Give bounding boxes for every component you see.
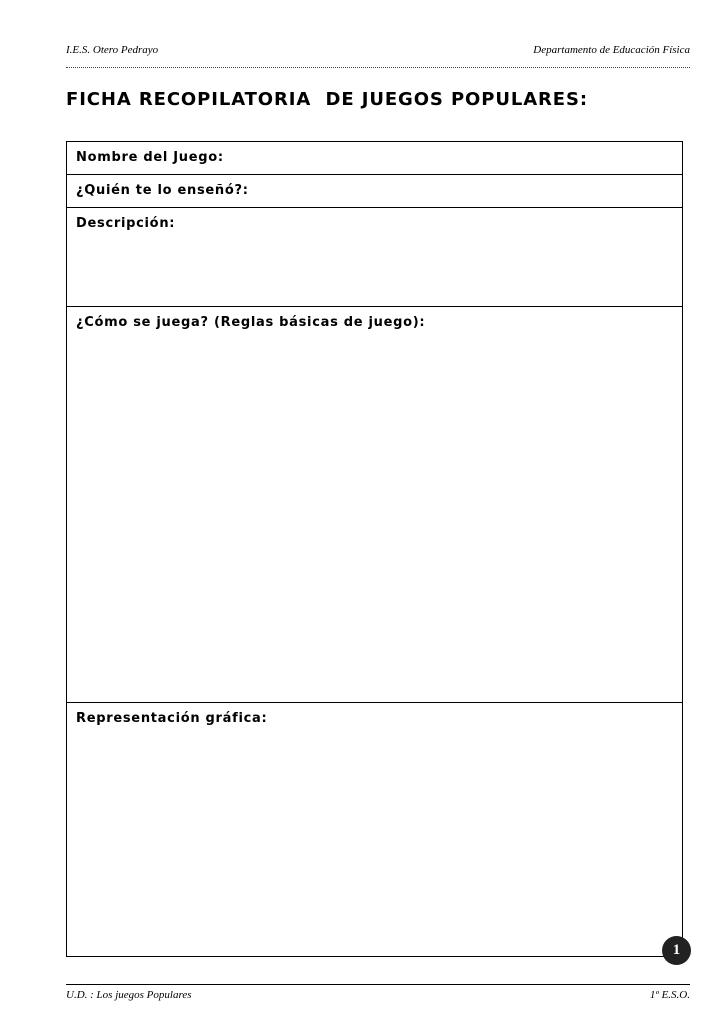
- form-table: [66, 141, 683, 957]
- header-divider: [66, 67, 690, 68]
- header-school: I.E.S. Otero Pedrayo: [66, 44, 159, 56]
- field-description[interactable]: [67, 208, 682, 307]
- footer-course: 1º E.S.O.: [649, 989, 690, 1001]
- field-label: Nombre del Juego:: [76, 150, 224, 165]
- field-label: ¿Cómo se juega? (Reglas básicas de juego):: [76, 315, 426, 330]
- footer-divider: [66, 984, 690, 985]
- field-game-name[interactable]: [67, 142, 682, 175]
- field-rules[interactable]: [67, 307, 682, 703]
- header-department: Departamento de Educación Física: [533, 44, 690, 56]
- field-label: ¿Quién te lo enseñó?:: [76, 183, 249, 198]
- field-graphic-representation[interactable]: [67, 703, 682, 958]
- page-title: FICHA RECOPILATORIA DE JUEGOS POPULARES:: [66, 89, 588, 110]
- field-label: Descripción:: [76, 216, 176, 231]
- field-taught-by[interactable]: [67, 175, 682, 208]
- footer-unit: U.D. : Los juegos Populares: [66, 989, 192, 1001]
- field-label: Representación gráfica:: [76, 711, 268, 726]
- page-number-badge: 1: [662, 936, 691, 965]
